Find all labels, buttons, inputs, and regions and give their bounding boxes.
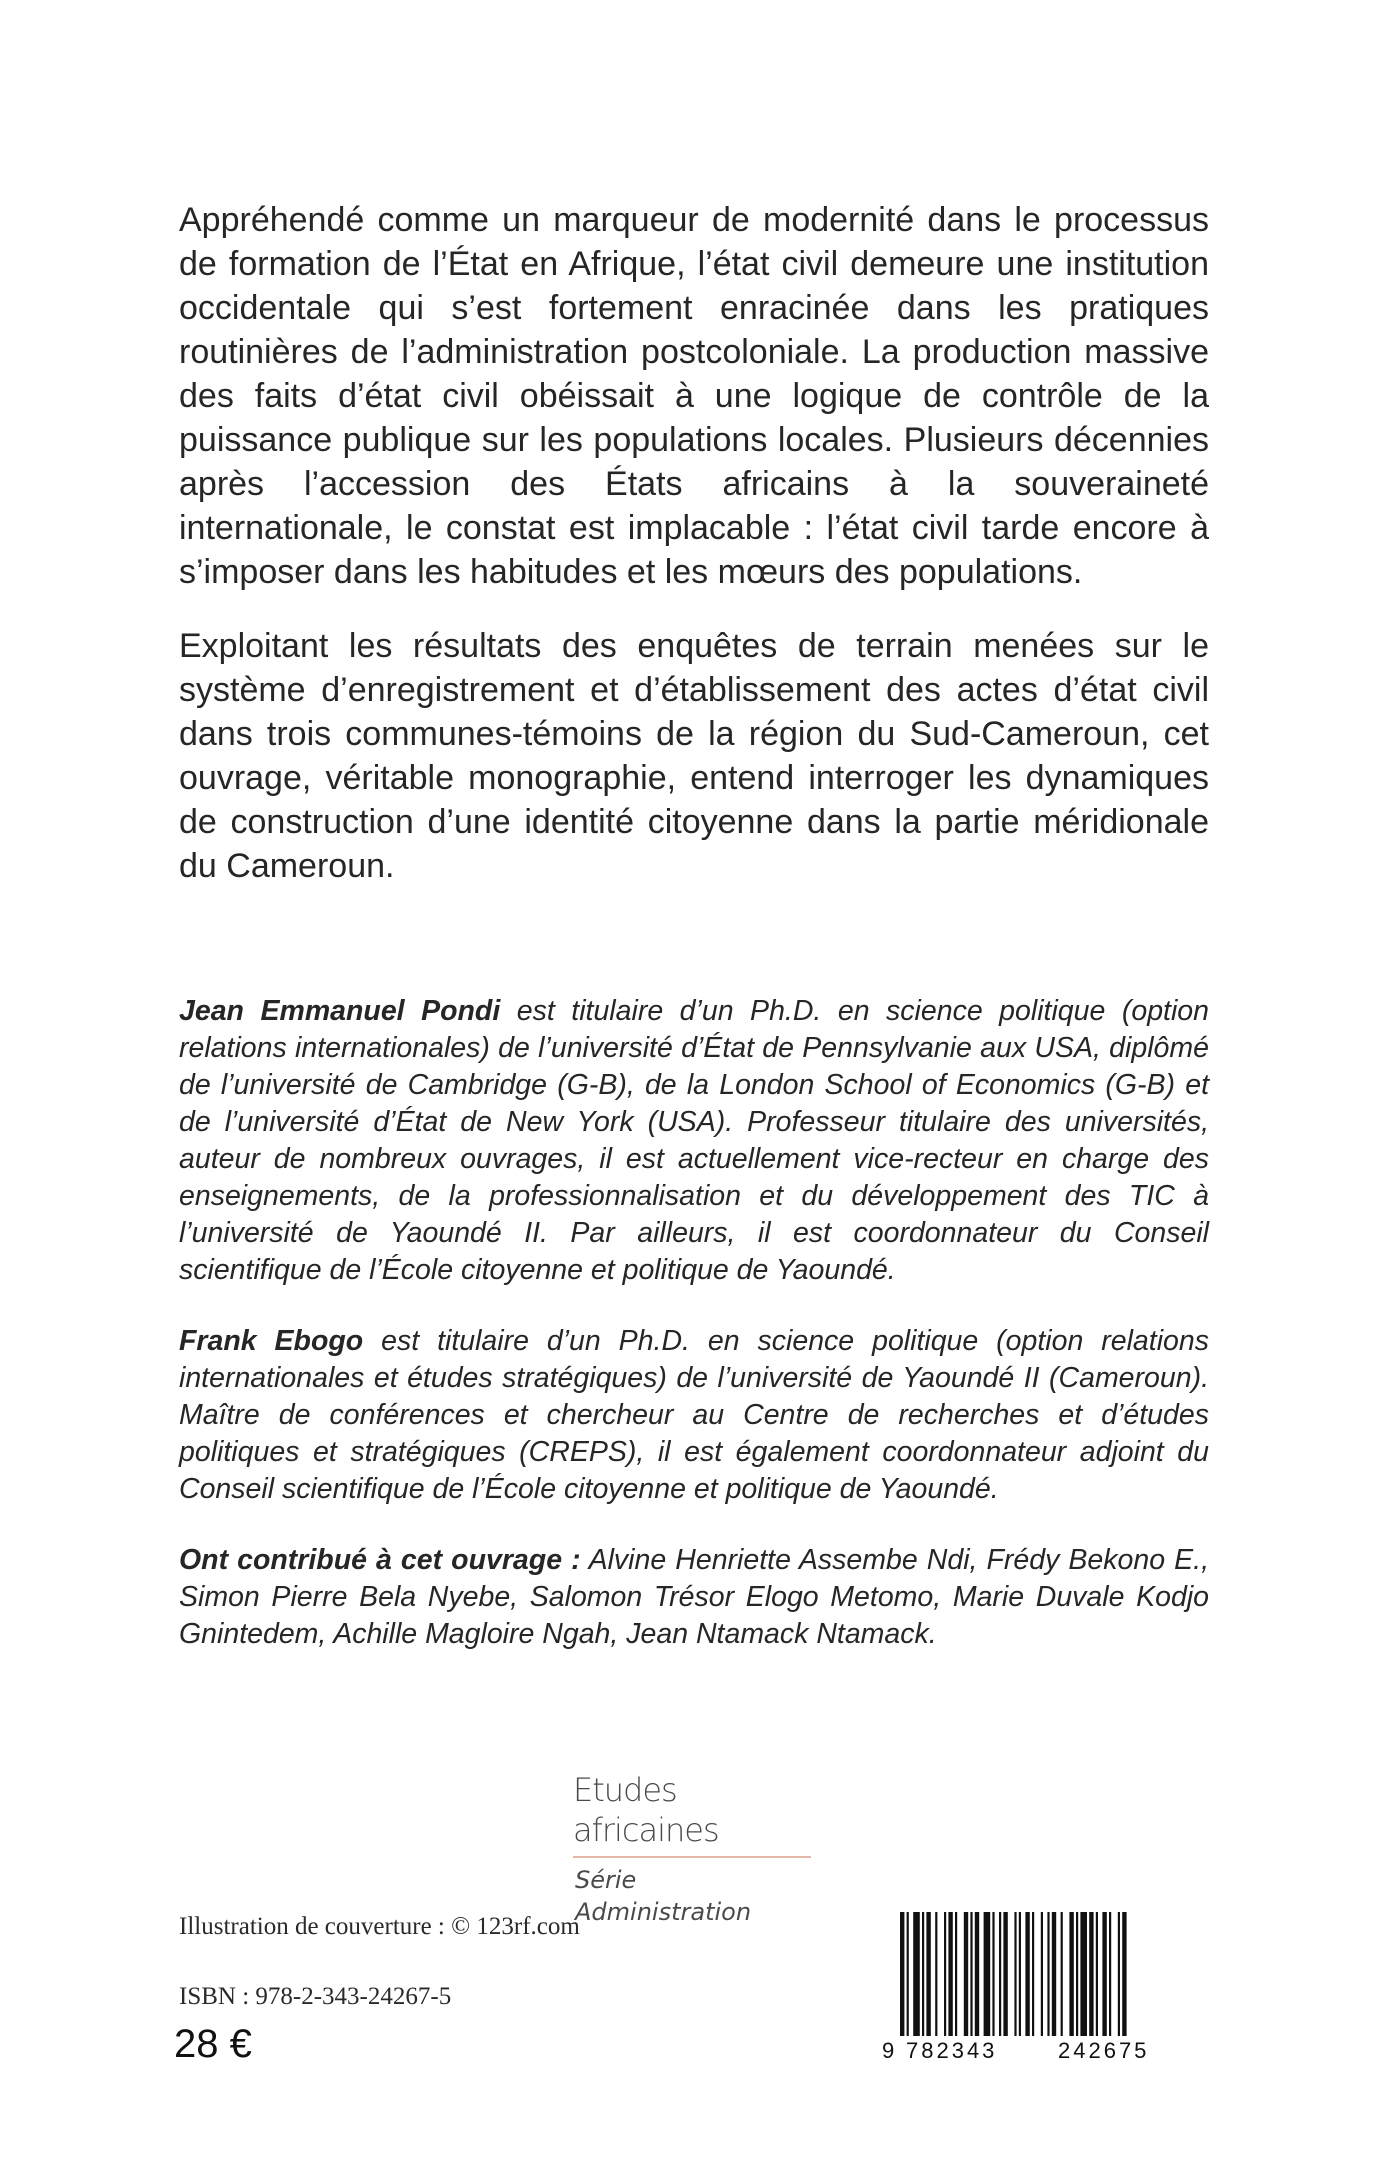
illustration-credit: Illustration de couverture : © 123rf.com: [179, 1913, 580, 1940]
barcode-bar: [1080, 1912, 1087, 2036]
barcode-bar: [992, 1912, 994, 2036]
barcode-bar: [1019, 1912, 1021, 2036]
barcode-bar: [1118, 1912, 1120, 2036]
barcode: [880, 1912, 1210, 2062]
barcode-bar: [935, 1912, 937, 2036]
barcode-bar: [1052, 1912, 1056, 2036]
summary-paragraph-1: Appréhendé comme un marqueur de modernité dans le processus de formation de l’État en Afrique, l’état civil demeure une institution occidentale qui s’est fortement enracinée dans les pratiques routinières de l’administration postcoloniale. La production massive des faits d’état civil obéissait à une logique de contrôle de la puissance publique sur les populations locales. Plusieurs décennies après l’accession des États africains à la souveraineté internationale, le constat est implacable : l’état civil tarde encore à s’imposer dans les habitudes et les mœurs des populations.: [179, 201, 1209, 591]
barcode-bar: [900, 1912, 904, 2052]
barcode-digits-left: 782343: [906, 2038, 998, 2062]
barcode-bar: [926, 1912, 930, 2036]
barcode-bar: [975, 1912, 979, 2036]
price: 28 €: [174, 2022, 252, 2066]
author-bio-ebogo: [179, 1323, 1209, 1508]
barcode-bar: [1041, 1912, 1043, 2036]
barcode-bar: [1109, 1912, 1111, 2036]
series-title: Etudes africaines: [573, 1771, 719, 1849]
author-name-ebogo: Frank Ebogo: [179, 1325, 364, 1357]
author-bios: [179, 993, 1209, 1687]
author-name-pondi: Jean Emmanuel Pondi: [179, 995, 501, 1027]
barcode-bar: [1122, 1912, 1126, 2052]
author-text-ebogo: est titulaire d’un Ph.D. en science politique (option relations internationales et études stratégiques) de l’université de Yaoundé II (Cameroun). Maître de conférences et chercheur au Centre de recherches et d’études politiques et stratégiques (CREPS), il est également coordonnateur adjoint du Conseil scientifique de l’École citoyenne et politique de Yaoundé.: [179, 1325, 1209, 1505]
barcode-digits-right: 242675: [1058, 2038, 1150, 2062]
barcode-bar: [964, 1912, 968, 2036]
barcode-bar: [1003, 1912, 1007, 2036]
contributors-label: Ont contribué à cet ouvrage :: [179, 1544, 581, 1576]
author-text-pondi: est titulaire d’un Ph.D. en science politique (option relations internationales) de l’université d’État de Pennsylvanie aux USA, diplômé de l’université de Cambridge (G-B), de la London School of Economics (G-B) et de l’université d’État de New York (USA). Professeur titulaire des universités, auteur de nombreux ouvrages, il est actuellement vice-recteur en charge des enseignements, de la professionnalisation et du développement des TIC à l’université de Yaoundé II. Par ailleurs, il est coordonnateur du Conseil scientifique de l’École citoyenne et politique de Yaoundé.: [179, 995, 1209, 1286]
barcode-bar: [1047, 1912, 1049, 2036]
contributors-list: Alvine Henriette Assembe Ndi, Frédy Bekono E., Simon Pierre Bela Nyebe, Salomon Trésor Elogo Metomo, Marie Duvale Kodjo Gnintedem, Achille Magloire Ngah, Jean Ntamack Ntamack.: [179, 1544, 1209, 1650]
barcode-bar: [948, 1912, 952, 2036]
contributors: [179, 1542, 1209, 1653]
summary-paragraph-2: Exploitant les résultats des enquêtes de terrain menées sur le système d’enregistrement et d’établissement des actes d’état civil dans trois communes-témoins de la région du Sud-Cameroun, cet ouvrage, véritable monographie, entend interroger les dynamiques de construction d’une identité citoyenne dans la partie méridionale du Cameroun.: [179, 627, 1209, 885]
barcode-bar: [1076, 1912, 1078, 2036]
barcode-bar: [970, 1912, 972, 2036]
barcode-bar: [984, 1912, 991, 2036]
barcode-first-digit: 9: [882, 2038, 895, 2062]
series-logo: [573, 1770, 813, 1928]
series-subtitle: Série Administration: [575, 1866, 752, 1926]
barcode-bar: [944, 1912, 946, 2036]
barcode-bar: [913, 1912, 920, 2036]
isbn: ISBN : 978-2-343-24267-5: [179, 1983, 452, 2010]
back-cover-summary: [179, 198, 1209, 918]
author-bio-pondi: [179, 993, 1209, 1289]
barcode-bar: [1102, 1912, 1106, 2036]
barcode-bar: [1069, 1912, 1073, 2036]
barcode-bar: [1014, 1912, 1016, 2052]
barcode-bar: [1061, 1912, 1063, 2036]
barcode-bar: [999, 1912, 1001, 2036]
series-divider: [573, 1856, 811, 1858]
barcode-bar: [1032, 1912, 1034, 2036]
barcode-bar: [907, 1912, 909, 2052]
barcode-bar: [1096, 1912, 1098, 2036]
barcode-bars: [900, 1912, 1127, 2052]
barcode-bar: [1089, 1912, 1093, 2036]
barcode-bar: [955, 1912, 957, 2036]
barcode-bar: [1025, 1912, 1029, 2036]
barcode-bar: [922, 1912, 924, 2036]
